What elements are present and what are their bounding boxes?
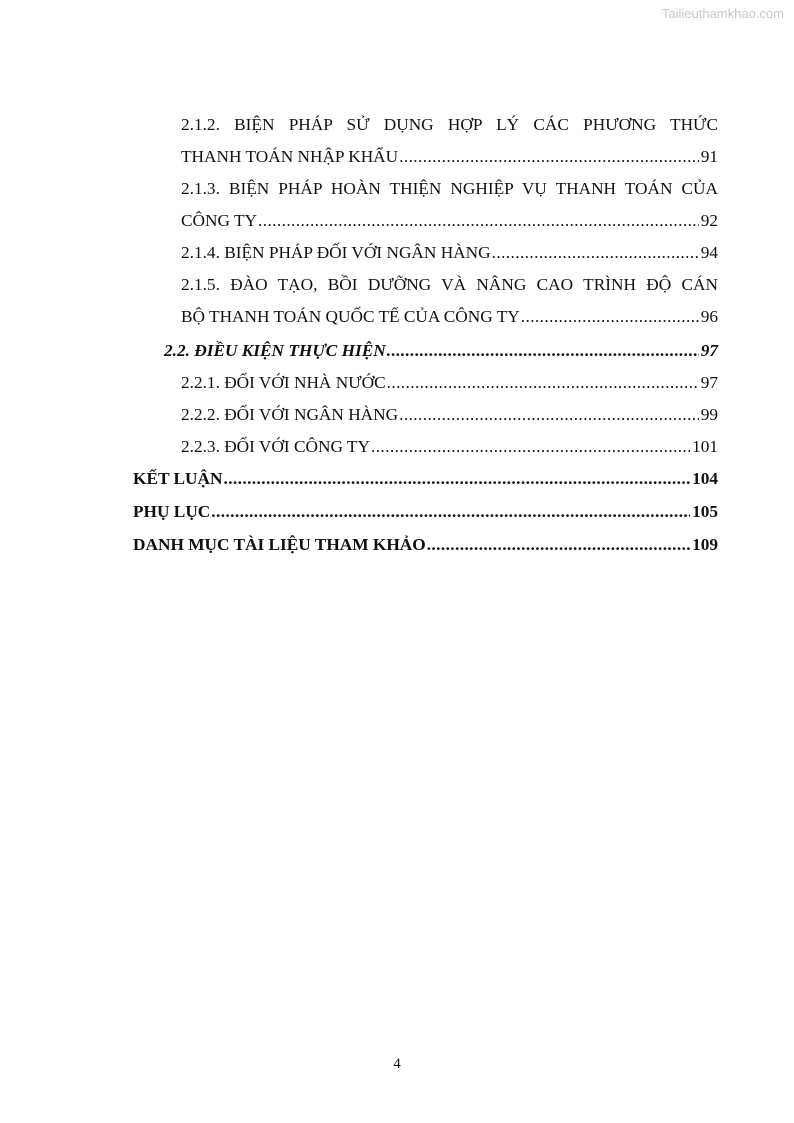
toc-entry-title: 2.2.3. ĐỐI VỚI CÔNG TY [181, 437, 370, 456]
dot-leader [399, 399, 699, 431]
toc-page-number: 91 [700, 147, 718, 166]
toc-entry-leader-line [181, 237, 718, 269]
toc-entry-title: 2.2.1. ĐỐI VỚI NHÀ NƯỚC [181, 373, 386, 392]
toc-page-number: 101 [692, 437, 718, 456]
toc-entry-title-line2: THANH TOÁN NHẬP KHẨU [181, 147, 399, 166]
toc-entry-leader-line [133, 529, 718, 561]
toc-entry-title: PHỤ LỤC [133, 502, 211, 521]
dot-leader [387, 367, 699, 399]
dot-leader [492, 237, 699, 269]
toc-entry-title-line2: BỘ THANH TOÁN QUỐC TẾ CỦA CÔNG TY [181, 307, 520, 326]
toc-page-number: 96 [700, 307, 718, 326]
dot-leader [399, 141, 699, 173]
toc-page-number: 109 [692, 535, 718, 554]
dot-leader [211, 496, 690, 528]
toc-page-number: 97 [700, 373, 718, 392]
watermark: Tailieuthamkhao.com [661, 6, 784, 21]
toc-entry-title: DANH MỤC TÀI LIỆU THAM KHẢO [133, 535, 426, 554]
toc-page-number: 94 [700, 243, 718, 262]
toc-entry-title-line2: CÔNG TY [181, 211, 258, 230]
dot-leader [223, 463, 690, 495]
toc-entry-leader-line [164, 335, 718, 367]
toc-entry-leader-line [181, 431, 718, 463]
toc-entry-leader-line [181, 141, 718, 173]
toc-entry-title: 2.2. ĐIỀU KIỆN THỰC HIỆN [164, 341, 386, 360]
page-number: 4 [393, 1056, 401, 1072]
toc-entry-title-line1: 2.1.2. BIỆN PHÁP SỬ DỤNG HỢP LÝ CÁC PHƯƠNG THỨC [181, 115, 718, 134]
toc-page-number: 97 [700, 341, 718, 360]
toc-entry-leader-line [133, 463, 718, 495]
toc-page-number: 104 [692, 469, 718, 488]
toc-entry-leader-line [133, 496, 718, 528]
dot-leader [387, 335, 699, 367]
toc-page-number: 99 [700, 405, 718, 424]
toc-entry-title-line1: 2.1.3. BIỆN PHÁP HOÀN THIỆN NGHIỆP VỤ THANH TOÁN CỦA [181, 179, 718, 198]
dot-leader [371, 431, 690, 463]
toc-entry-title: 2.1.4. BIỆN PHÁP ĐỐI VỚI NGÂN HÀNG [181, 243, 491, 262]
toc-entry-title-line1: 2.1.5. ĐÀO TẠO, BỒI DƯỠNG VÀ NÂNG CAO TRÌNH ĐỘ CÁN [181, 275, 718, 294]
toc-entry-leader-line [181, 301, 718, 333]
toc-entry-title: 2.2.2. ĐỐI VỚI NGÂN HÀNG [181, 405, 399, 424]
toc-page-number: 92 [700, 211, 718, 230]
dot-leader [521, 301, 699, 333]
toc-entry-leader-line [181, 399, 718, 431]
toc-entry-leader-line [181, 205, 718, 237]
dot-leader [258, 205, 699, 237]
toc-entry-title: KẾT LUẬN [133, 469, 223, 488]
dot-leader [427, 529, 690, 561]
toc-entry-leader-line [181, 367, 718, 399]
toc-page-number: 105 [692, 502, 718, 521]
